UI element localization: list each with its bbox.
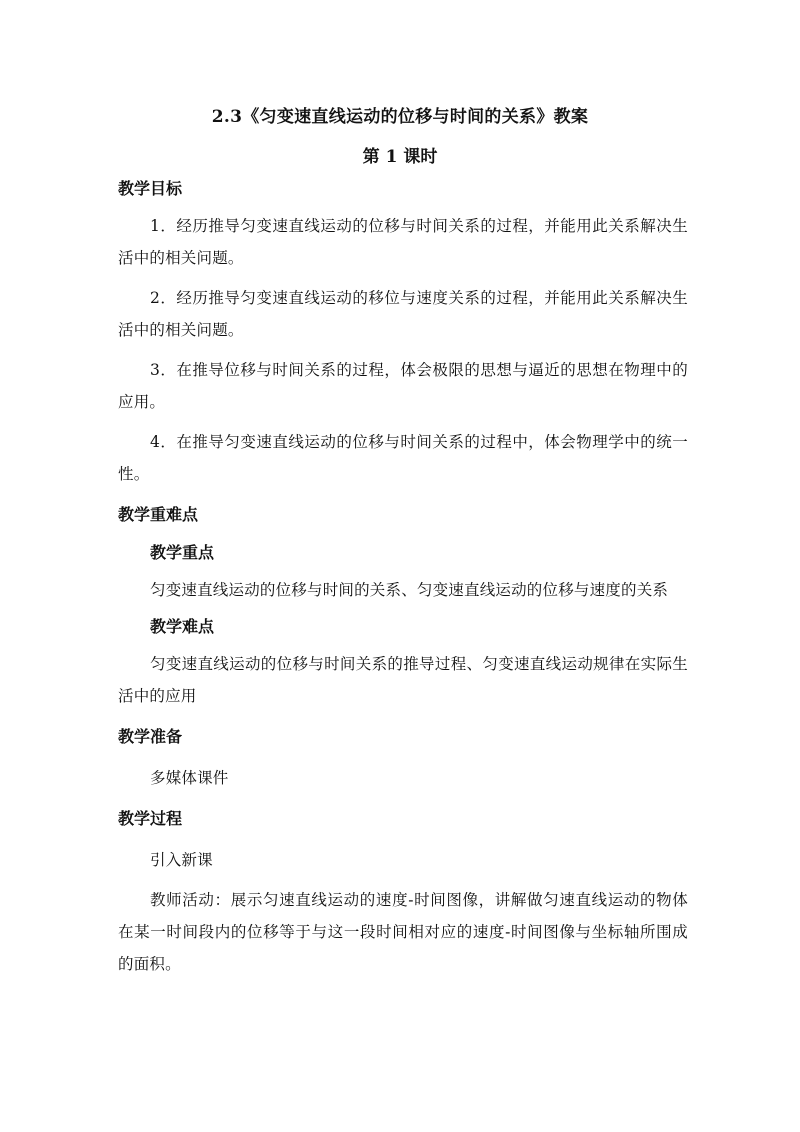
objective-item-2: 2．经历推导匀变速直线运动的移位与速度关系的过程，并能用此关系解决生活中的相关问题。 (118, 289, 688, 339)
process-intro: 引入新课 (150, 851, 213, 869)
objective-item-4: 4．在推导匀变速直线运动的位移与时间关系的过程中，体会物理学中的统一性。 (118, 433, 688, 483)
objectives-heading: 教学目标 (118, 179, 183, 198)
process-heading: 教学过程 (118, 809, 183, 828)
preparation-text: 多媒体课件 (150, 769, 229, 787)
objective-item-3: 3．在推导位移与时间关系的过程，体会极限的思想与逼近的思想在物理中的应用。 (118, 361, 688, 411)
focus-heading: 教学重点 (150, 543, 215, 562)
objective-item-1: 1．经历推导匀变速直线运动的位移与时间关系的过程，并能用此关系解决生活中的相关问题。 (118, 217, 688, 267)
difficulty-text: 匀变速直线运动的位移与时间关系的推导过程、匀变速直线运动规律在实际生活中的应用 (118, 655, 688, 705)
document-body (118, 176, 688, 980)
document-title: 2.3《匀变速直线运动的位移与时间的关系》教案 (211, 107, 589, 127)
teacher-activity-text: 教师活动：展示匀速直线运动的速度-时间图像，讲解做匀速直线运动的物体在某一时间段内的位移等于与这一段时间相对应的速度-时间图像与坐标轴所围成的面积。 (118, 891, 688, 973)
lesson-period: 第 1 课时 (362, 147, 438, 167)
preparation-heading: 教学准备 (118, 727, 183, 746)
difficulty-heading: 教学难点 (150, 617, 215, 636)
key-points-heading: 教学重难点 (118, 505, 199, 524)
focus-text: 匀变速直线运动的位移与时间的关系、匀变速直线运动的位移与速度的关系 (150, 581, 669, 599)
